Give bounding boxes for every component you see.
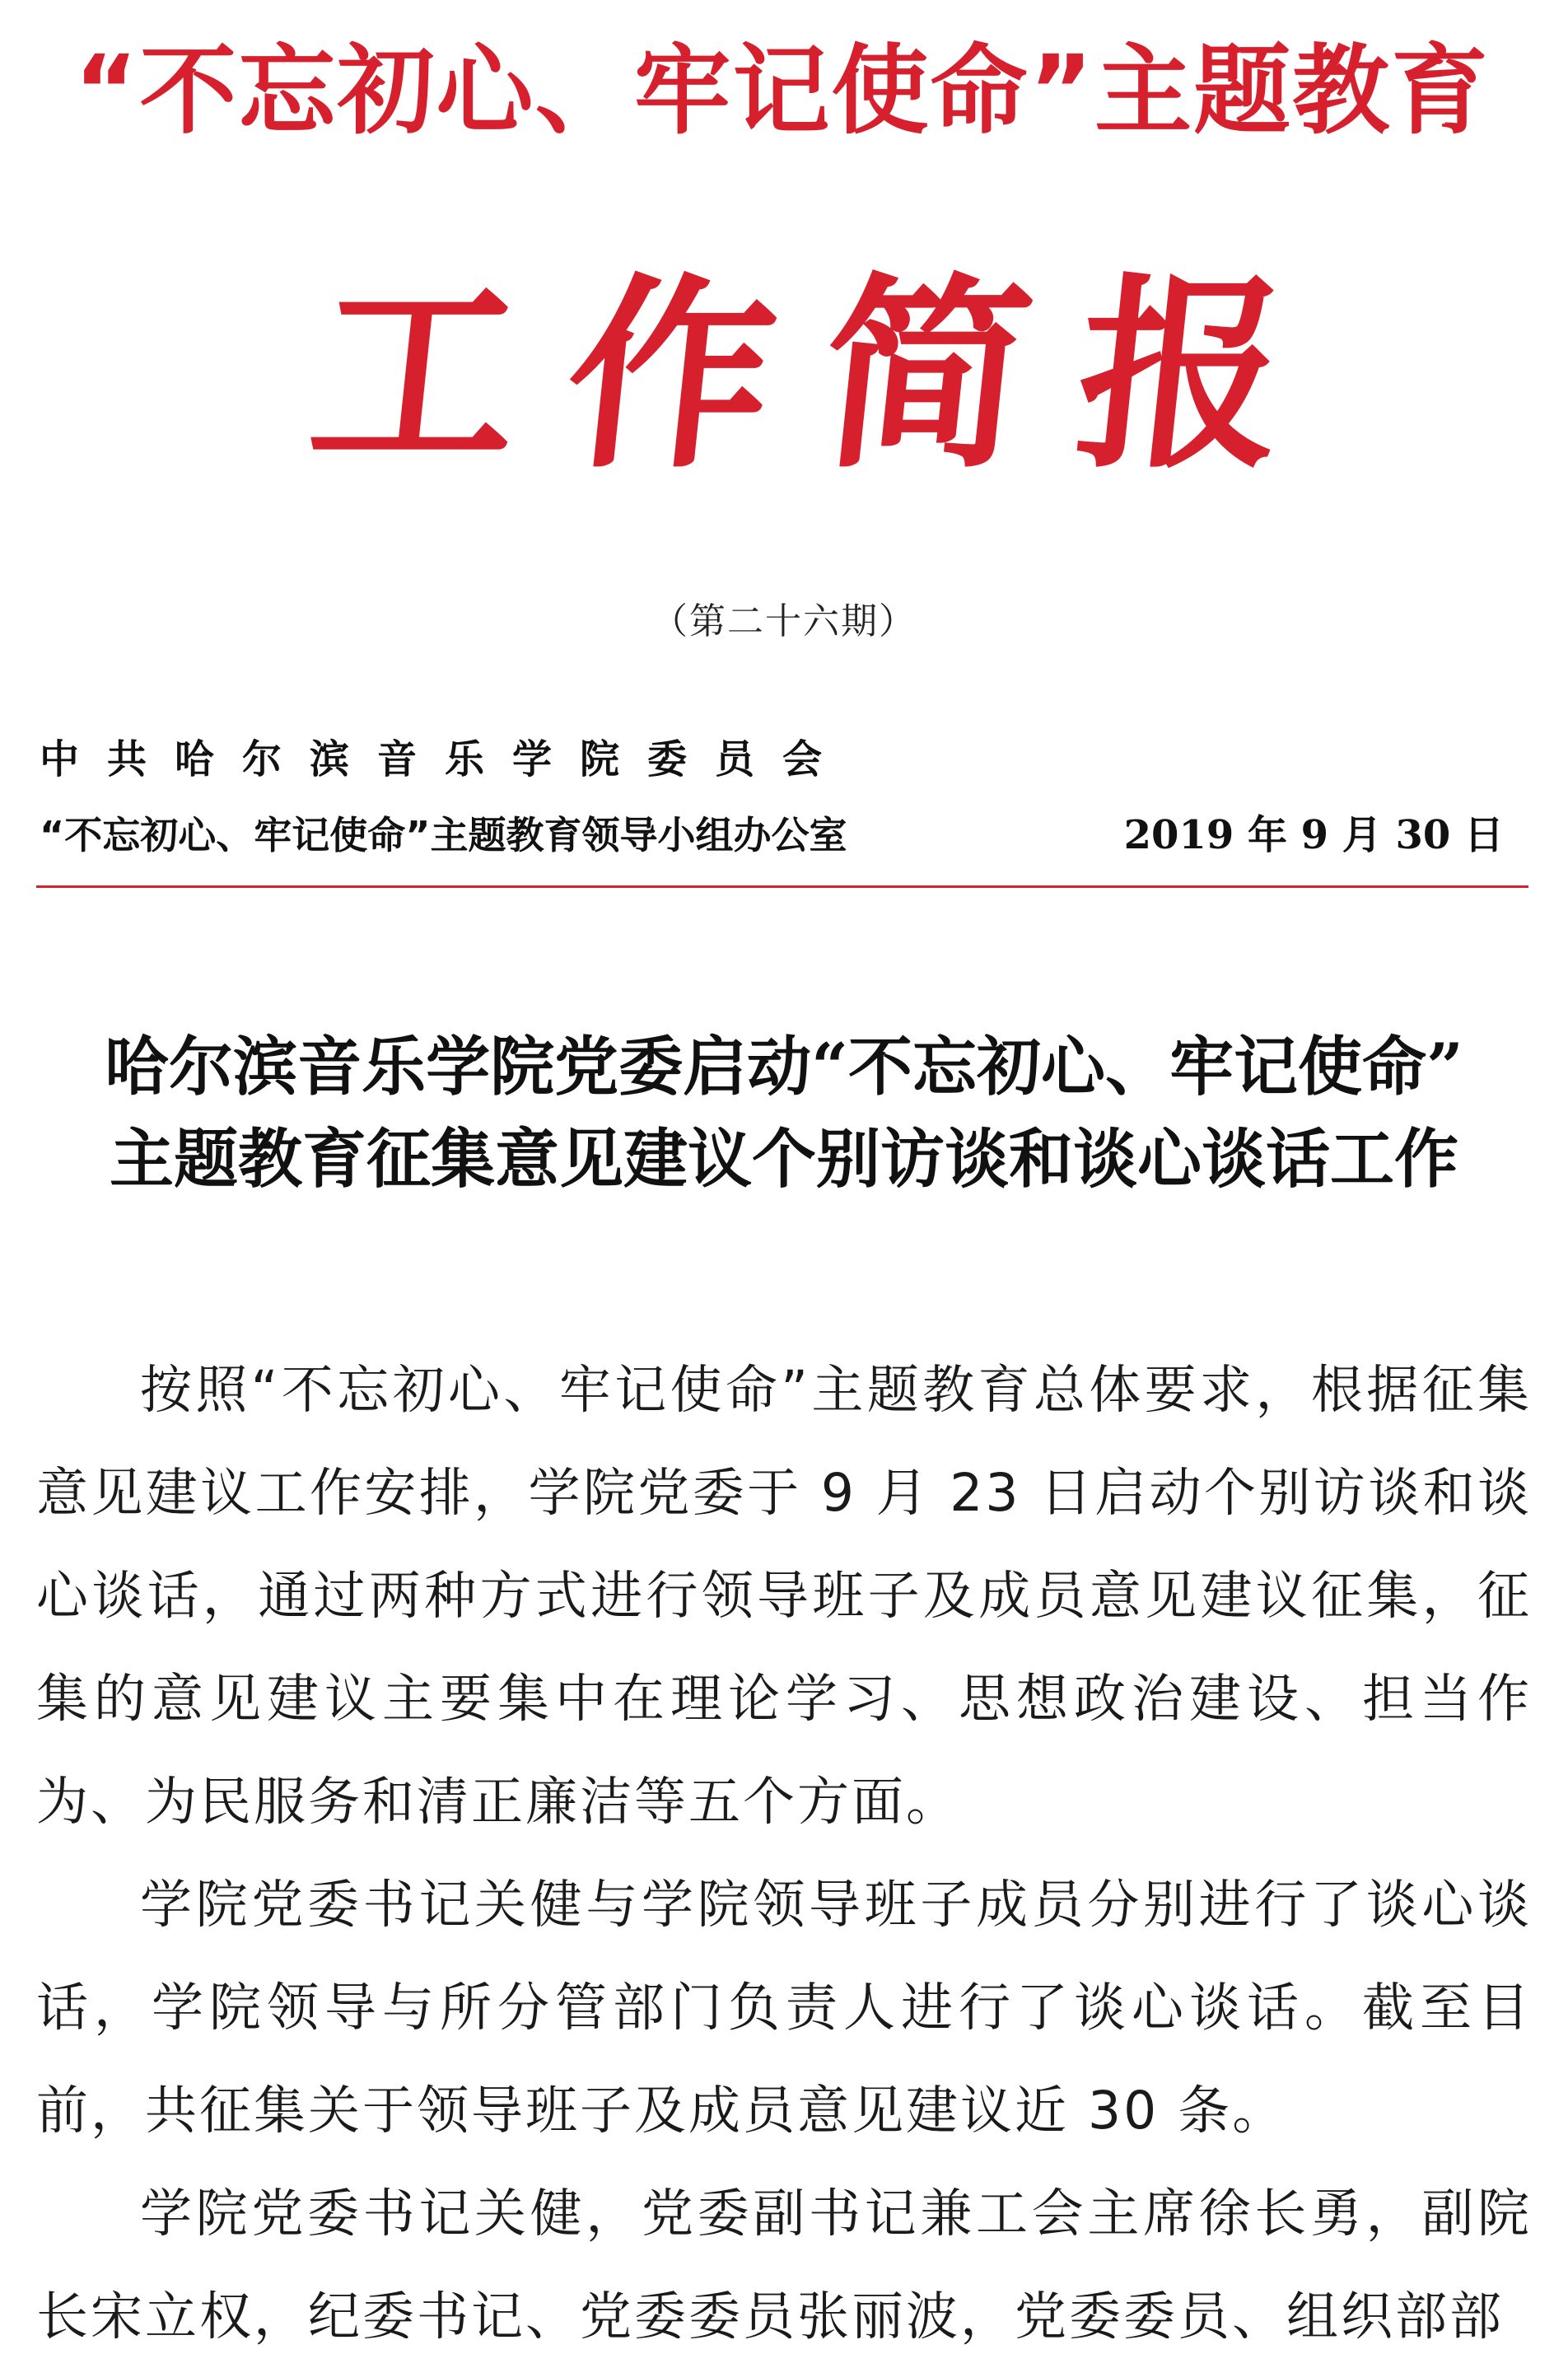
- masthead-char-4: 报: [1066, 254, 1298, 496]
- issue-number: （第二十六期）: [651, 600, 917, 642]
- header-divider: [36, 885, 1528, 888]
- issue-date: 2019 年 9 月 30 日: [1123, 812, 1504, 858]
- masthead-series-title: “不忘初心、牢记使命”主题教育: [74, 34, 1491, 147]
- body-paragraph-1: 按照“不忘初心、牢记使命”主题教育总体要求，根据征集意见建议工作安排，学院党委于 9 月 23 日启动个别访谈和谈心谈话，通过两种方式进行领导班子及成员意见建议征集，征集的意见建议主要集中在理论学习、思想政治建设、担当作为、为民服务和清正廉洁等五个方面。: [36, 1360, 1532, 1832]
- article-headline: [36, 1021, 1532, 1206]
- issuer-organization: 中共哈尔滨音乐学院委员会: [40, 736, 851, 782]
- masthead-main-title: [300, 254, 1298, 496]
- headline-line-1: 哈尔滨音乐学院党委启动“不忘初心、牢记使命”: [105, 1030, 1463, 1105]
- issuer-office: “不忘初心、牢记使命”主题教育领导小组办公室: [40, 813, 847, 857]
- body-paragraph-2: 学院党委书记关健与学院领导班子成员分别进行了谈心谈话，学院领导与所分管部门负责人进行了谈心谈话。截至目前，共征集关于领导班子及成员意见建议近 30 条。: [36, 1875, 1532, 2141]
- masthead-char-1: 工: [300, 254, 532, 496]
- article-body: [36, 1338, 1532, 2368]
- body-paragraph-3: 学院党委书记关健，党委副书记兼工会主席徐长勇，副院长宋立权，纪委书记、党委委员张丽波，党委委员、组织部部: [36, 2184, 1532, 2347]
- headline-line-2: 主题教育征集意见建议个别访谈和谈心谈话工作: [109, 1122, 1458, 1197]
- masthead-char-3: 简: [810, 254, 1043, 496]
- masthead-char-2: 作: [555, 254, 787, 496]
